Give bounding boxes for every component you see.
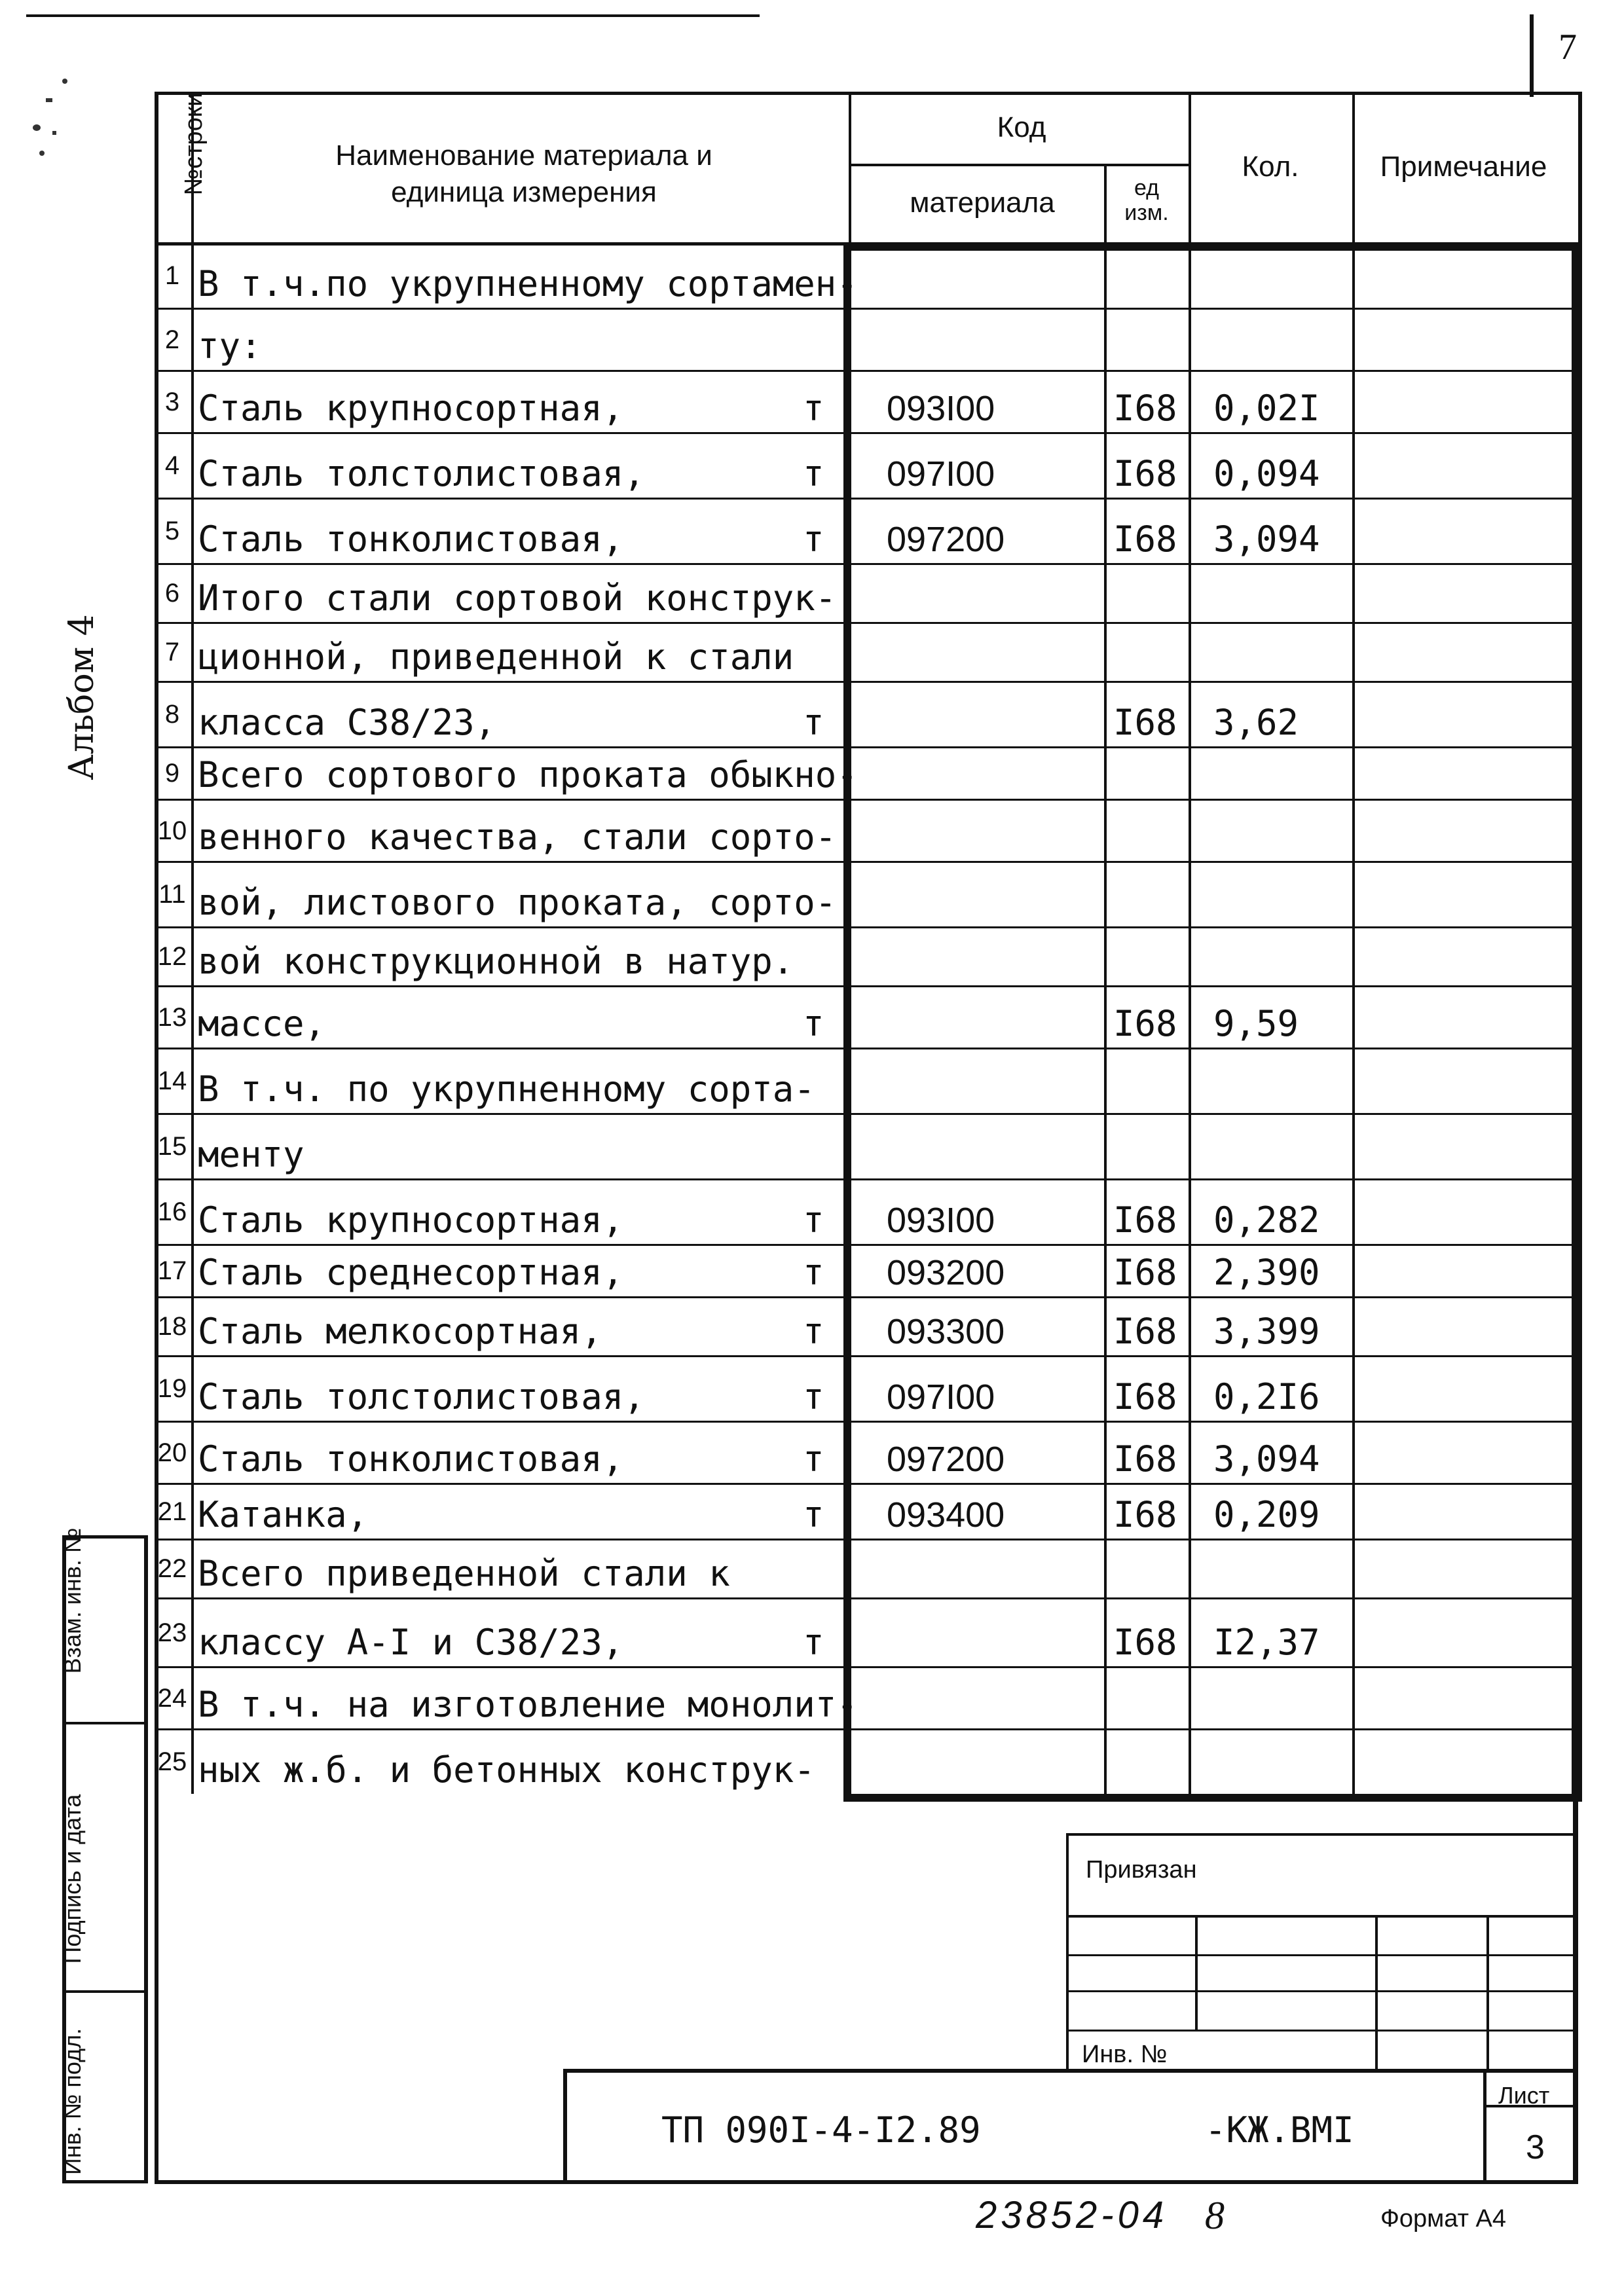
material-name: Катанка,: [198, 1494, 369, 1535]
material-code: 093I00: [887, 389, 995, 428]
row-number: 6: [164, 579, 180, 608]
row-divider: [155, 498, 1578, 500]
header-code: Код: [997, 111, 1046, 143]
stamp-designation: ТП 090I-4-I2.89: [661, 2109, 981, 2151]
material-name: венного качества, стали сорто-: [198, 816, 837, 858]
quantity: 0,2I6: [1213, 1376, 1320, 1417]
material-name: вой, листового проката, сорто-: [198, 882, 837, 923]
unit-suffix: т: [803, 1311, 824, 1352]
stamp-main-left: [563, 2069, 567, 2183]
row-number: 24: [157, 1683, 187, 1713]
material-name: Итого стали сортовой конструк-: [198, 577, 837, 619]
material-name: Всего сортового проката обыкно-: [198, 754, 858, 795]
row-number: 1: [164, 261, 180, 290]
row-divider: [155, 799, 1578, 801]
row-number: 7: [164, 638, 180, 666]
row-number: 11: [158, 880, 186, 909]
row-divider: [155, 308, 1578, 310]
row-divider: [155, 1666, 1578, 1668]
stamp-grid-v1: [1195, 1915, 1198, 2030]
row-divider: [155, 746, 1578, 748]
stamp-sheet-label: Лист: [1498, 2082, 1550, 2109]
stamp-suffix: -КЖ.ВМI: [1205, 2109, 1354, 2151]
stamp-privyazan-left: [1066, 1833, 1069, 2069]
row-divider: [155, 1244, 1578, 1246]
stamp-left-divider-1: [62, 1722, 147, 1724]
row-number: 13: [157, 1002, 187, 1032]
row-number: 19: [157, 1374, 187, 1403]
stamp-main-top: [563, 2069, 1578, 2073]
unit-code: I68: [1113, 1438, 1177, 1480]
top-right-tick: [1530, 14, 1534, 97]
row-divider: [155, 861, 1578, 863]
row-number: 18: [157, 1312, 187, 1341]
thick-frame-top: [843, 246, 1582, 251]
row-number: 17: [157, 1256, 187, 1285]
row-divider: [155, 1296, 1578, 1298]
row-divider: [155, 1539, 1578, 1540]
quantity: 3,094: [1213, 1438, 1320, 1480]
stamp-grid-v2: [1375, 1915, 1378, 2069]
row-divider: [155, 1048, 1578, 1049]
stamp-grid-h4: [1066, 2030, 1578, 2032]
material-name: Сталь мелкосортная,: [198, 1311, 602, 1352]
stamp-sheet-divider: [1483, 2069, 1486, 2183]
material-name: классу А-I и С38/23,: [198, 1622, 624, 1663]
row-number: 10: [157, 816, 187, 845]
header-name: Наименование материала и единица измерения: [335, 139, 712, 208]
material-name: Всего приведенной стали к: [198, 1553, 730, 1594]
material-name: вой конструкционной в натур.: [198, 941, 794, 982]
quantity: 0,02I: [1213, 388, 1320, 429]
unit-suffix: т: [803, 519, 824, 560]
stamp-privyazan-top: [1066, 1833, 1578, 1836]
material-code: 093300: [887, 1312, 1005, 1351]
row-number: 23: [157, 1618, 187, 1647]
row-divider: [155, 370, 1578, 372]
material-name: Сталь тонколистовая,: [198, 519, 624, 560]
row-number: 15: [157, 1132, 187, 1161]
col-code-divider: [1104, 164, 1107, 1794]
row-divider: [155, 1597, 1578, 1599]
quantity: 0,209: [1213, 1494, 1320, 1535]
material-code: 097I00: [887, 1377, 995, 1417]
stamp-left-divider-2: [62, 1990, 147, 1993]
unit-code: I68: [1113, 1494, 1177, 1535]
material-name: В т.ч.по укрупненному сортамен-: [198, 263, 858, 304]
row-divider: [155, 1728, 1578, 1730]
stamp-left-inner: [144, 1535, 148, 2183]
material-code: 097200: [887, 520, 1005, 559]
quantity: 3,094: [1213, 519, 1320, 560]
side-vzam: Взам. инв. №: [59, 1527, 86, 1674]
material-name: Сталь крупносортная,: [198, 1199, 624, 1241]
row-divider: [155, 681, 1578, 683]
material-name: Сталь крупносортная,: [198, 388, 624, 429]
row-number: 4: [164, 451, 180, 480]
unit-code: I68: [1113, 1622, 1177, 1663]
unit-suffix: т: [803, 702, 824, 743]
quantity: 9,59: [1213, 1003, 1299, 1044]
material-name: В т.ч. по укрупненному сорта-: [198, 1068, 815, 1110]
material-code: 097200: [887, 1440, 1005, 1479]
row-number: 20: [157, 1438, 187, 1467]
material-name: ту:: [198, 325, 262, 367]
row-divider: [155, 926, 1578, 928]
table-top-border: [155, 92, 1578, 95]
row-number: 2: [164, 325, 180, 354]
row-number: 16: [157, 1197, 187, 1226]
material-name: менту: [198, 1134, 304, 1175]
row-number: 22: [157, 1554, 187, 1583]
row-number: 5: [164, 517, 180, 545]
thick-frame-right: [1572, 242, 1581, 1799]
material-name: ных ж.б. и бетонных конструк-: [198, 1749, 815, 1791]
unit-code: I68: [1113, 1376, 1177, 1417]
header-code-divider: [849, 164, 1189, 166]
row-number: 9: [164, 759, 180, 788]
row-divider: [155, 432, 1578, 434]
header-material: материала: [910, 187, 1055, 219]
row-number: 12: [157, 942, 187, 971]
page-number: 7: [1559, 27, 1577, 67]
row-divider: [155, 622, 1578, 624]
footer-handwritten-number: 23852-04: [976, 2194, 1168, 2236]
material-name: класса С38/23,: [198, 702, 496, 743]
row-number: 21: [157, 1497, 187, 1526]
material-name: В т.ч. на изготовление монолит-: [198, 1684, 858, 1725]
unit-code: I68: [1113, 388, 1177, 429]
stamp-frame-left: [155, 1794, 158, 2183]
header-row-no: №строки: [180, 92, 208, 196]
stamp-inv-no: Инв. №: [1082, 2041, 1168, 2068]
material-name: ционной, приведенной к стали: [198, 636, 794, 678]
unit-suffix: т: [803, 1199, 824, 1241]
material-code: 093400: [887, 1495, 1005, 1535]
material-code: 093I00: [887, 1201, 995, 1240]
unit-code: I68: [1113, 1252, 1177, 1293]
unit-suffix: т: [803, 1622, 824, 1663]
row-divider: [155, 1113, 1578, 1115]
footer-handwritten-page: 8: [1205, 2194, 1225, 2237]
top-rule: [26, 14, 760, 17]
unit-suffix: т: [803, 388, 824, 429]
unit-suffix: т: [803, 453, 824, 494]
unit-code: I68: [1113, 702, 1177, 743]
unit-code: I68: [1113, 519, 1177, 560]
scan-noise: [26, 72, 85, 177]
material-name: Сталь толстолистовая,: [198, 1376, 645, 1417]
stamp-grid-v3: [1486, 1915, 1489, 2069]
quantity: I2,37: [1213, 1622, 1320, 1663]
thick-frame-left: [843, 242, 851, 1799]
quantity: 0,282: [1213, 1199, 1320, 1241]
unit-code: I68: [1113, 453, 1177, 494]
material-name: Сталь толстолистовая,: [198, 453, 645, 494]
row-number: 14: [157, 1066, 187, 1095]
row-number: 3: [164, 387, 180, 416]
unit-suffix: т: [803, 1252, 824, 1293]
unit-suffix: т: [803, 1003, 824, 1044]
row-divider: [155, 1355, 1578, 1357]
stamp-privyazan: Привязан: [1086, 1856, 1197, 1884]
footer-format: Формат А4: [1380, 2205, 1507, 2232]
material-code: 097I00: [887, 454, 995, 494]
side-podpis: Подпись и дата: [59, 1794, 86, 1964]
row-divider: [155, 985, 1578, 987]
row-divider: [155, 1483, 1578, 1485]
stamp-sheet-number: 3: [1526, 2128, 1545, 2166]
header-unit: ед изм.: [1124, 175, 1169, 225]
stamp-grid-h3: [1066, 1990, 1578, 1992]
material-code: 093200: [887, 1253, 1005, 1292]
material-name: Сталь тонколистовая,: [198, 1438, 624, 1480]
unit-suffix: т: [803, 1376, 824, 1417]
quantity: 2,390: [1213, 1252, 1320, 1293]
side-inv-podl: Инв. № подл.: [59, 2028, 86, 2176]
unit-code: I68: [1113, 1311, 1177, 1352]
unit-suffix: т: [803, 1438, 824, 1480]
quantity: 3,62: [1213, 702, 1299, 743]
material-name: Сталь среднесортная,: [198, 1252, 624, 1293]
unit-code: I68: [1113, 1199, 1177, 1241]
header-qty: Кол.: [1242, 151, 1299, 183]
stamp-main-bottom: [155, 2180, 1578, 2184]
unit-code: I68: [1113, 1003, 1177, 1044]
thick-frame-bottom: [843, 1794, 1582, 1802]
row-divider: [155, 1178, 1578, 1180]
row-divider: [155, 1421, 1578, 1423]
unit-suffix: т: [803, 1494, 824, 1535]
stamp-frame-right: [1573, 1794, 1578, 2183]
stamp-grid-h1: [1066, 1915, 1578, 1918]
row-number: 8: [164, 700, 180, 729]
album-label: Альбом 4: [62, 614, 101, 780]
material-name: массе,: [198, 1003, 326, 1044]
quantity: 0,094: [1213, 453, 1320, 494]
row-number: 25: [157, 1747, 187, 1776]
header-note: Примечание: [1380, 151, 1547, 183]
row-divider: [155, 563, 1578, 565]
quantity: 3,399: [1213, 1311, 1320, 1352]
stamp-grid-h2: [1066, 1954, 1578, 1956]
